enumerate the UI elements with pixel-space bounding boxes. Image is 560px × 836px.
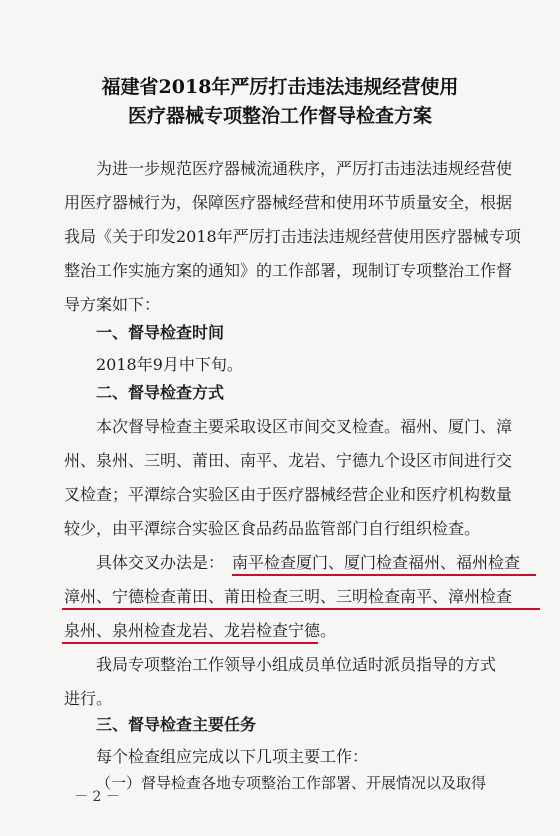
document-title-line2: 医疗器械专项整治工作督导检查方案 [127,105,432,127]
intro-line-5: 导方案如下： [64,295,161,314]
section2-para1-line1: 本次督导检查主要采取设区市间交叉检查。福州、厦门、漳 [96,417,513,436]
section2-para2-underlined-3: 泉州、泉州检查龙岩、龙岩检查宁德。 [64,621,337,640]
document-title-line1: 福建省2018年严厉打击违法违规经营使用 [101,76,459,98]
red-underline-2 [62,608,540,610]
section2-para1-line3: 叉检查；平潭综合实验区由于医疗器械经营企业和医疗机构数量 [64,485,513,504]
section2-para2-prefix: 具体交叉办法是： [96,553,225,572]
page-number: － 2 － [74,789,120,805]
red-underline-1 [232,574,536,576]
section2-para3-line1: 我局专项整治工作领导小组成员单位适时派员指导的方式 [96,655,497,674]
section2-para2-underlined-1: 南平检查厦门、厦门检查福州、福州检查 [232,553,521,572]
section3-heading: 三、督导检查主要任务 [96,715,257,734]
intro-line-1: 为进一步规范医疗器械流通秩序，严厉打击违法违规经营使 [96,159,513,178]
intro-line-3: 我局《关于印发2018年严厉打击违法违规经营使用医疗器械专项 [64,227,521,246]
section1-text: 2018年9月中下旬。 [96,355,243,374]
intro-line-2: 用医疗器械行为，保障医疗器械经营和使用环节质量安全，根据 [64,193,513,212]
section2-para1-line2: 州、泉州、三明、莆田、南平、龙岩、宁德九个设区市间进行交 [64,451,513,470]
red-underline-3 [62,642,318,644]
section3-item1: （一）督导检查各地专项整治工作部署、开展情况以及取得 [96,774,487,792]
section2-para1-line4: 较少，由平潭综合实验区食品药品监管部门自行组织检查。 [64,519,481,538]
section1-heading: 一、督导检查时间 [96,323,225,342]
section2-para3-line2: 进行。 [64,689,113,708]
section2-para2-underlined-2: 漳州、宁德检查莆田、莆田检查三明、三明检查南平、漳州检查 [64,587,513,606]
section3-text: 每个检查组应完成以下几项主要工作： [96,747,369,766]
intro-line-4: 整治工作实施方案的通知》的工作部署，现制订专项整治工作督 [64,261,513,280]
section2-heading: 二、督导检查方式 [96,383,225,402]
